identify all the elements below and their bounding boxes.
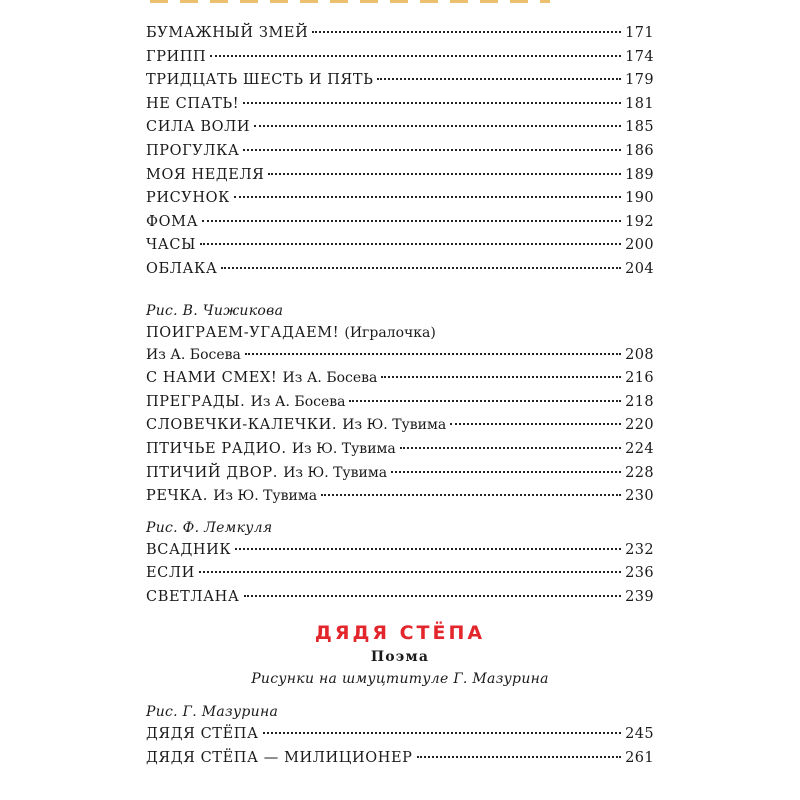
toc-entry[interactable] bbox=[146, 164, 654, 188]
entry-page: 174 bbox=[625, 48, 654, 65]
entry-page: 192 bbox=[625, 213, 654, 230]
entry-subtitle: (Игралочка) bbox=[344, 324, 436, 341]
toc-entry-first-line[interactable] bbox=[146, 322, 654, 344]
entry-page: 228 bbox=[625, 464, 654, 481]
toc-entry[interactable] bbox=[146, 234, 654, 258]
toc-entry[interactable] bbox=[146, 462, 654, 486]
toc-entry[interactable] bbox=[146, 539, 654, 563]
entry-author: Из Ю. Тувима bbox=[342, 417, 447, 434]
entry-page: 224 bbox=[625, 440, 654, 457]
entry-title: БУМАЖНЫЙ ЗМЕЙ bbox=[146, 25, 309, 41]
toc-entry[interactable] bbox=[146, 22, 654, 46]
entry-page: 190 bbox=[625, 190, 654, 207]
entry-page: 189 bbox=[625, 166, 654, 183]
toc-entry[interactable] bbox=[146, 211, 654, 235]
entry-page: 236 bbox=[625, 565, 654, 582]
spacer bbox=[146, 691, 654, 701]
entry-title: ПТИЧЬЕ РАДИО. bbox=[146, 440, 287, 457]
entry-title: МОЯ НЕДЕЛЯ bbox=[146, 166, 265, 183]
dot-leader bbox=[245, 353, 621, 355]
section-subtitle: Поэма bbox=[370, 649, 430, 666]
entry-page: 200 bbox=[625, 237, 654, 254]
dot-leader bbox=[210, 55, 621, 57]
toc-entry[interactable] bbox=[146, 438, 654, 462]
spacer bbox=[146, 509, 654, 517]
dot-leader bbox=[202, 220, 621, 222]
illustrator-credit: Рис. Г. Мазурина bbox=[146, 704, 279, 721]
entry-page: 218 bbox=[625, 393, 654, 410]
entry-title: ОБЛАКА bbox=[146, 260, 218, 277]
entry-title: СИЛА ВОЛИ bbox=[146, 119, 251, 136]
entry-page: 171 bbox=[625, 25, 654, 41]
toc-group-1 bbox=[146, 22, 654, 282]
dot-leader bbox=[381, 376, 621, 378]
entry-title: ДЯДЯ СТЁПА bbox=[146, 726, 259, 743]
dot-leader bbox=[243, 102, 621, 104]
entry-page: 208 bbox=[625, 346, 654, 363]
entry-page: 245 bbox=[625, 726, 654, 743]
toc-entry[interactable] bbox=[146, 116, 654, 140]
entry-author: Из А. Босева bbox=[250, 393, 346, 410]
entry-page: 179 bbox=[625, 72, 654, 89]
top-decorative-strip bbox=[150, 0, 550, 3]
dot-leader bbox=[235, 548, 621, 550]
toc-entry[interactable] bbox=[146, 747, 654, 771]
toc-entry[interactable] bbox=[146, 93, 654, 117]
entry-page: 185 bbox=[625, 119, 654, 136]
dot-leader bbox=[349, 400, 621, 402]
toc-entry[interactable] bbox=[146, 562, 654, 586]
entry-title: ГРИПП bbox=[146, 48, 207, 65]
entry-page: 232 bbox=[625, 541, 654, 558]
section-heading: ДЯДЯ СТЁПА bbox=[314, 622, 486, 645]
toc-entry[interactable] bbox=[146, 140, 654, 164]
toc-entry[interactable] bbox=[146, 69, 654, 93]
entry-title: ДЯДЯ СТЁПА — МИЛИЦИОНЕР bbox=[146, 750, 413, 767]
illustrator-credit: Рис. Ф. Лемкуля bbox=[146, 519, 273, 536]
entry-page: 239 bbox=[625, 588, 654, 605]
dot-leader bbox=[234, 196, 621, 198]
toc-group-4 bbox=[146, 723, 654, 770]
dot-leader bbox=[221, 267, 621, 269]
toc-entry[interactable] bbox=[146, 367, 654, 391]
section-credit: Рисунки на шмуцтитуле Г. Мазурина bbox=[251, 671, 549, 688]
dot-leader bbox=[450, 423, 621, 425]
entry-title: С НАМИ СМЕХ! bbox=[146, 370, 278, 387]
toc-entry[interactable] bbox=[146, 258, 654, 282]
entry-page: 186 bbox=[625, 142, 654, 159]
entry-author: Из Ю. Тувима bbox=[283, 464, 388, 481]
entry-page: 204 bbox=[625, 260, 654, 277]
toc-entry[interactable] bbox=[146, 723, 654, 747]
toc-entry[interactable] bbox=[146, 485, 654, 509]
entry-title: ВСАДНИК bbox=[146, 541, 232, 558]
entry-title: СВЕТЛАНА bbox=[146, 588, 240, 605]
entry-author: Из Ю. Тувима bbox=[213, 488, 318, 505]
toc-entry[interactable] bbox=[146, 414, 654, 438]
entry-page: 261 bbox=[625, 750, 654, 767]
entry-author: Из А. Босева bbox=[146, 346, 241, 363]
toc-entry[interactable] bbox=[146, 46, 654, 70]
entry-title: НЕ СПАТЬ! bbox=[146, 95, 240, 112]
entry-title: ЕСЛИ bbox=[146, 565, 195, 582]
entry-title: ПОИГРАЕМ-УГАДАЕМ! bbox=[146, 324, 340, 341]
dot-leader bbox=[244, 595, 622, 597]
toc-group-2 bbox=[146, 322, 654, 509]
dot-leader bbox=[200, 243, 621, 245]
toc-entry[interactable] bbox=[146, 586, 654, 610]
entry-title: ТРИДЦАТЬ ШЕСТЬ И ПЯТЬ bbox=[146, 72, 374, 89]
entry-title: ЧАСЫ bbox=[146, 237, 196, 254]
dot-leader bbox=[417, 756, 622, 758]
entry-title: ПРОГУЛКА bbox=[146, 142, 240, 159]
dot-leader bbox=[263, 732, 622, 734]
toc-entry[interactable] bbox=[146, 187, 654, 211]
toc-group-3 bbox=[146, 539, 654, 610]
dot-leader bbox=[268, 173, 621, 175]
entry-title: РЕЧКА. bbox=[146, 488, 208, 505]
spacer bbox=[146, 282, 654, 300]
dot-leader bbox=[391, 471, 621, 473]
entry-page: 230 bbox=[625, 488, 654, 505]
dot-leader bbox=[254, 125, 621, 127]
entry-title: ПРЕГРАДЫ. bbox=[146, 393, 246, 410]
dot-leader bbox=[199, 571, 621, 573]
entry-title: ФОМА bbox=[146, 213, 199, 230]
dot-leader bbox=[321, 494, 621, 496]
toc-entry[interactable] bbox=[146, 391, 654, 415]
entry-author: Из А. Босева bbox=[282, 370, 378, 387]
toc-entry[interactable] bbox=[146, 344, 654, 368]
entry-page: 220 bbox=[625, 417, 654, 434]
entry-title: ПТИЧИЙ ДВОР. bbox=[146, 464, 278, 481]
entry-author: Из Ю. Тувима bbox=[291, 440, 396, 457]
entry-title: СЛОВЕЧКИ-КАЛЕЧКИ. bbox=[146, 417, 338, 434]
illustrator-credit: Рис. В. Чижикова bbox=[146, 302, 284, 319]
table-of-contents bbox=[146, 22, 654, 771]
dot-leader bbox=[400, 447, 621, 449]
dot-leader bbox=[377, 78, 621, 80]
entry-page: 181 bbox=[625, 95, 654, 112]
entry-page: 216 bbox=[625, 370, 654, 387]
entry-title: РИСУНОК bbox=[146, 190, 230, 207]
dot-leader bbox=[243, 149, 621, 151]
dot-leader bbox=[312, 31, 621, 33]
